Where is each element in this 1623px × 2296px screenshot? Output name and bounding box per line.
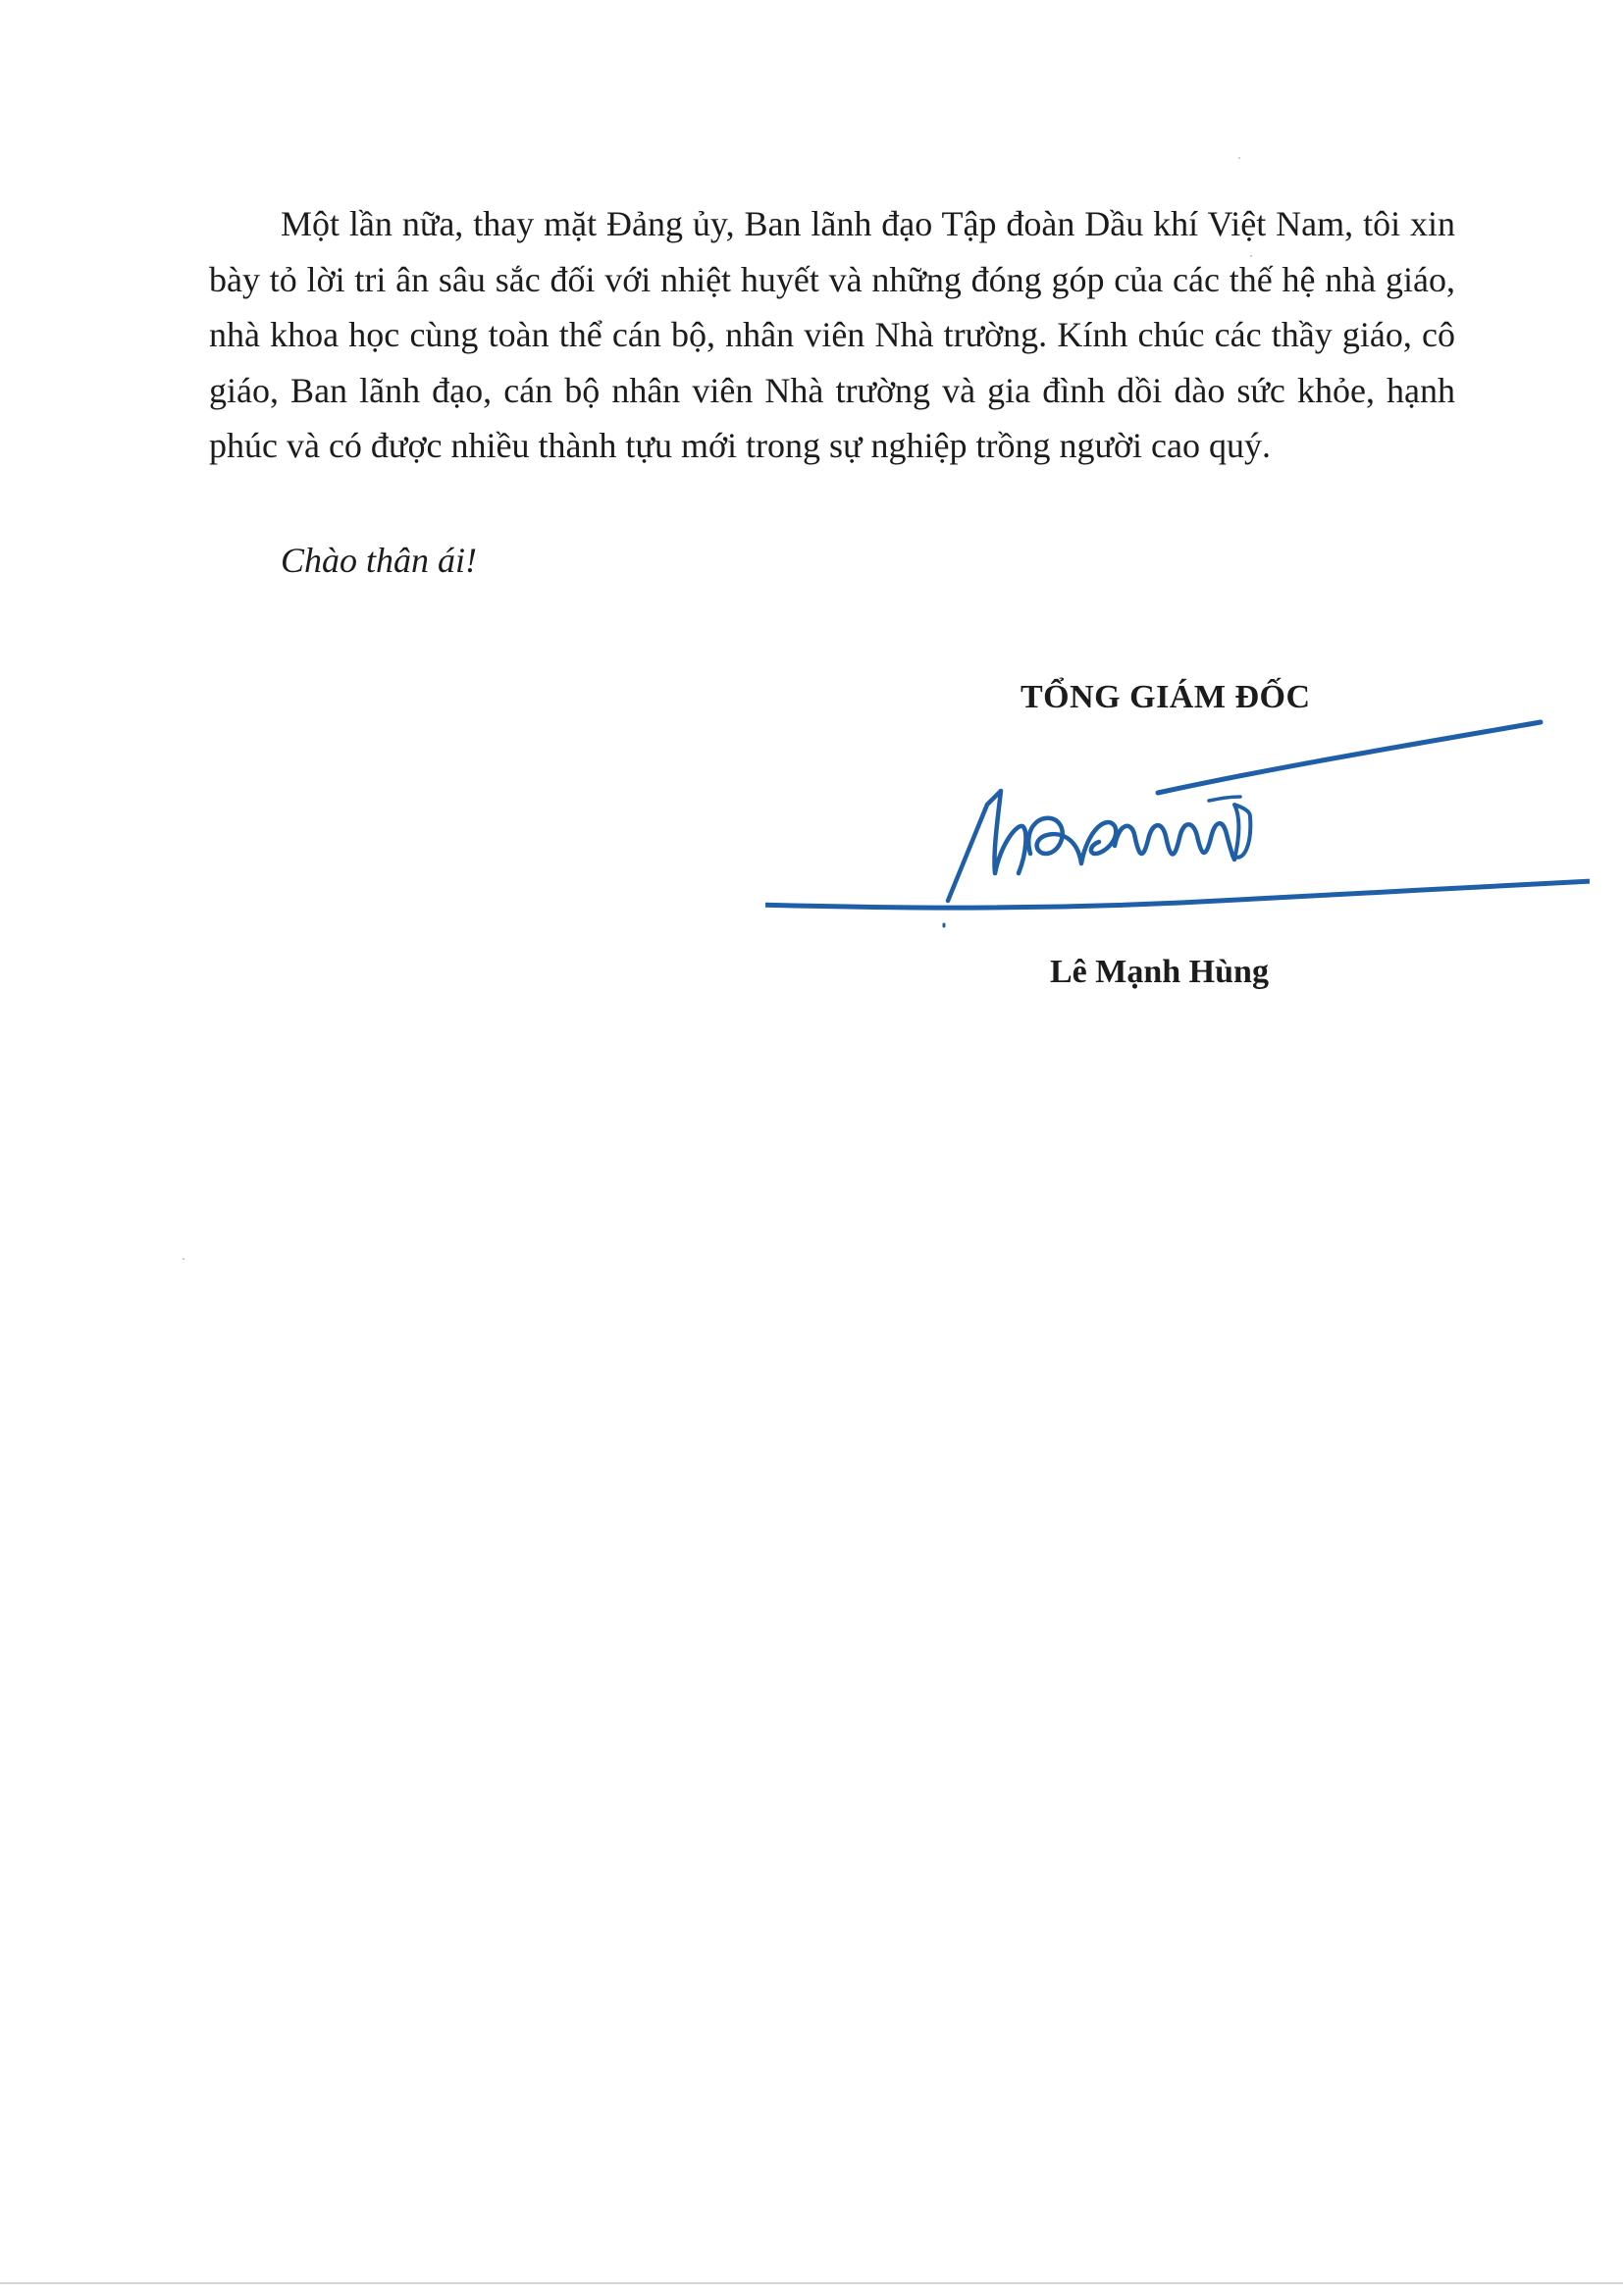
handwritten-signature <box>765 706 1590 962</box>
scan-speck <box>1250 255 1252 257</box>
closing-salutation: Chào thân ái! <box>281 541 478 580</box>
signer-name: Lê Mạnh Hùng <box>1050 954 1269 990</box>
signer-title: TỔNG GIÁM ĐỐC <box>1021 679 1311 715</box>
scan-speck <box>1238 157 1240 159</box>
page-bottom-edge <box>0 2282 1623 2284</box>
scan-speck <box>183 1258 184 1260</box>
body-paragraph: Một lần nữa, thay mặt Đảng ủy, Ban lãnh đạo Tập đoàn Dầu khí Việt Nam, tôi xin bày tỏ lời tri ân sâu sắc đối với nhiệt huyết và những đóng góp của các thế hệ nhà giáo, nhà khoa học cùng toàn thể cán bộ, nhân viên Nhà trường. Kính chúc các thầy giáo, cô giáo, Ban lãnh đạo, cán bộ nhân viên Nhà trường và gia đình dồi dào sức khỏe, hạnh phúc và có được nhiều thành tựu mới trong sự nghiệp trồng người cao quý. <box>209 204 1455 465</box>
